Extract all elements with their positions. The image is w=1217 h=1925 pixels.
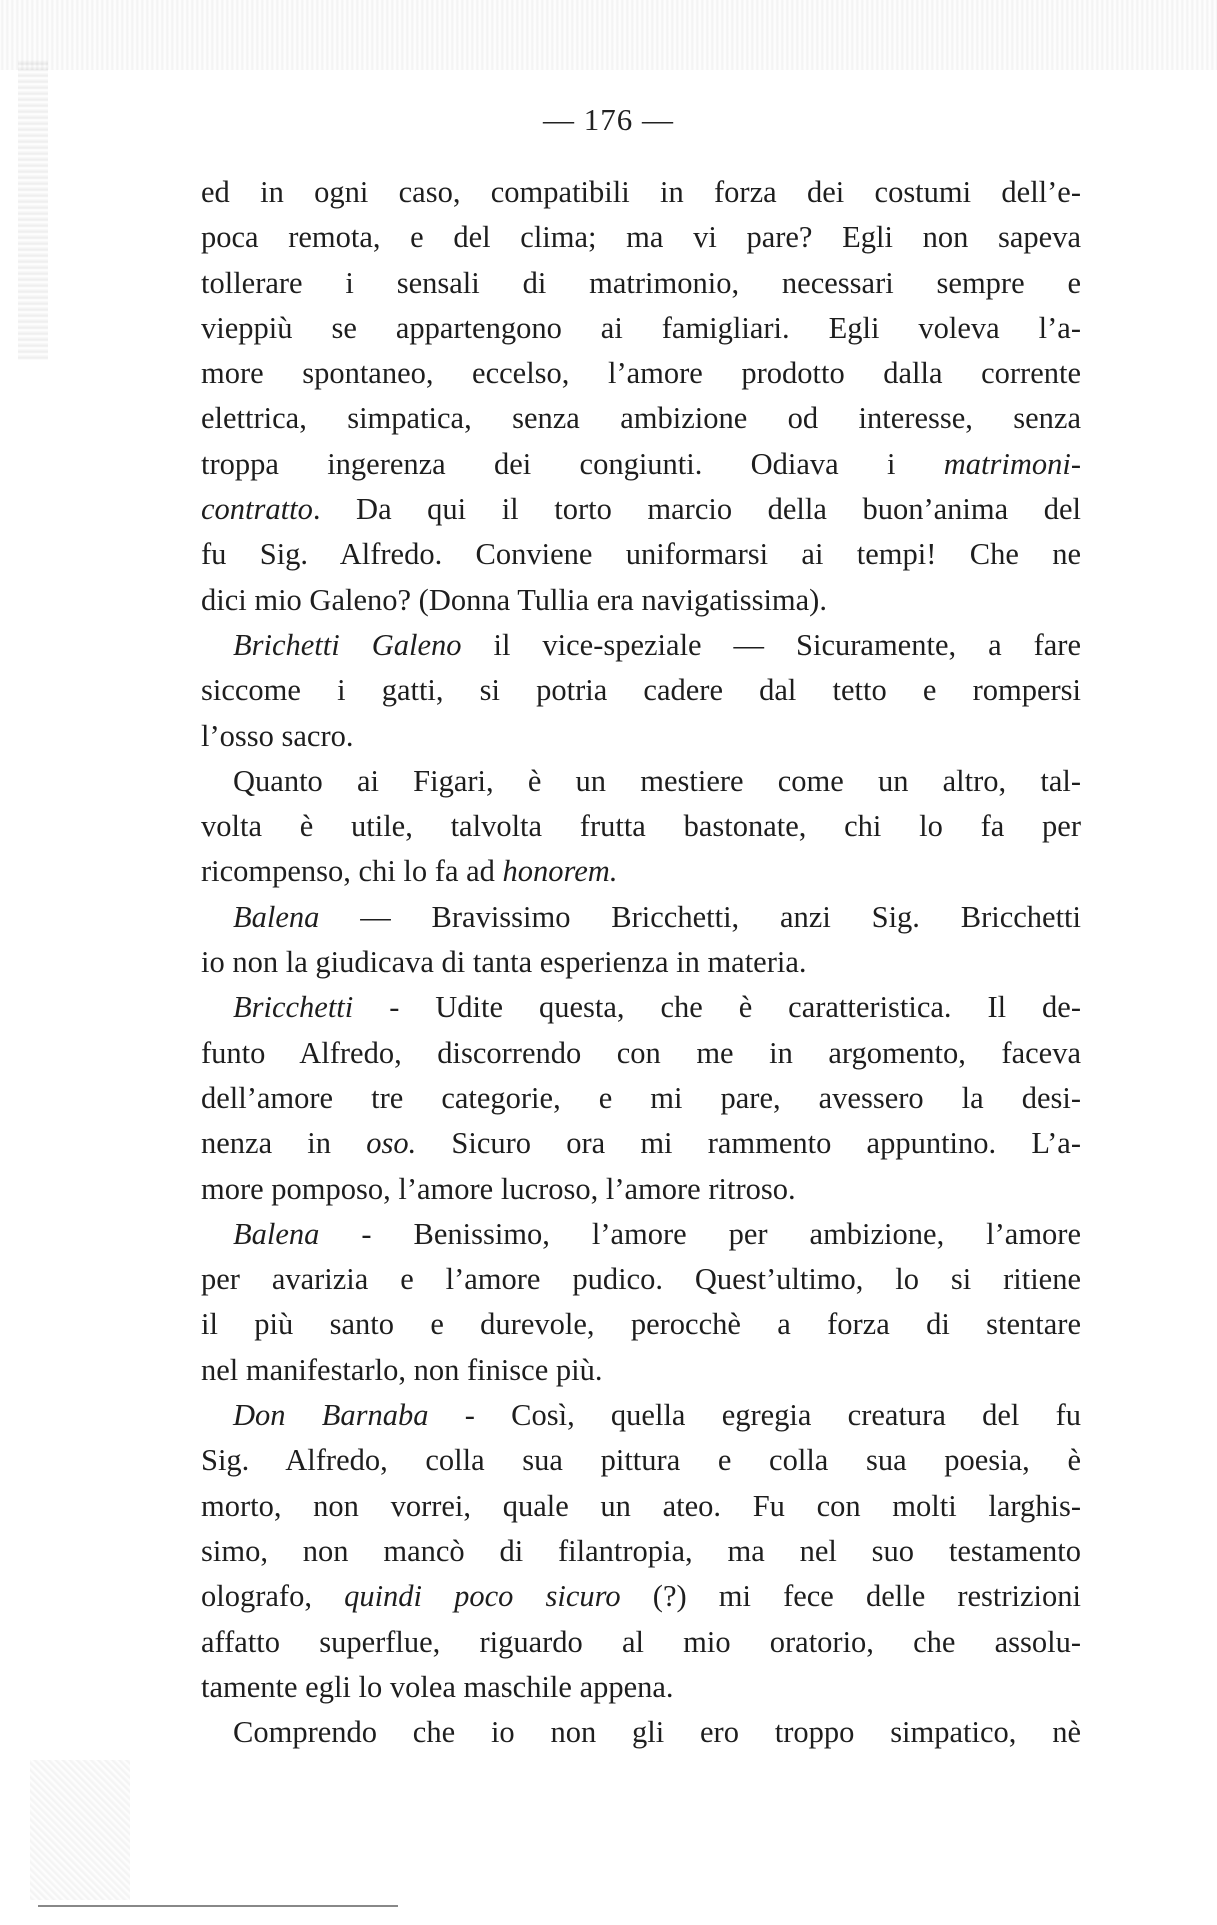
speaker-name: Don Barnaba <box>233 1398 429 1433</box>
text-line: Balena — Bravissimo Bricchetti, anzi Sig. Bricchetti <box>233 899 1081 934</box>
text-line: io non la giudicava di tanta esperienza in materia. <box>201 945 807 980</box>
text-line: Balena - Benissimo, l’amore per ambizione, l’amore <box>233 1216 1081 1251</box>
text-line: dell’amore tre categorie, e mi pare, avessero la desi- <box>201 1080 1081 1115</box>
text-line: il più santo e durevole, perocchè a forza di stentare <box>201 1307 1081 1342</box>
text-line: l’osso sacro. <box>201 718 354 753</box>
text-line: vieppiù se appartengono ai famigliari. Egli voleva l’a- <box>201 310 1081 345</box>
text-line: nel manifestarlo, non finisce più. <box>201 1352 603 1387</box>
text-line: elettrica, simpatica, senza ambizione od interesse, senza <box>201 401 1081 436</box>
italic-term: oso. <box>366 1126 417 1161</box>
page-body-text <box>201 170 1081 1755</box>
text-line: Comprendo che io non gli ero troppo simpatico, nè <box>233 1715 1081 1750</box>
text-line: Quanto ai Figari, è un mestiere come un altro, tal- <box>233 763 1081 798</box>
text-line: poca remota, e del clima; ma vi pare? Egli non sapeva <box>201 220 1081 255</box>
speaker-name: Bricchetti <box>233 990 354 1025</box>
text-line: more pomposo, l’amore lucroso, l’amore ritroso. <box>201 1171 796 1206</box>
text-line: Brichetti Galeno il vice-speziale — Sicuramente, a fare <box>233 627 1081 662</box>
speaker-name: Balena <box>233 899 320 934</box>
text-line: dici mio Galeno? (Donna Tullia era navigatissima). <box>201 582 827 617</box>
text-line: Sig. Alfredo, colla sua pittura e colla sua poesia, è <box>201 1443 1081 1478</box>
text-line: more spontaneo, eccelso, l’amore prodotto dalla corrente <box>201 356 1081 391</box>
text-line: ricompenso, chi lo fa ad honorem. <box>201 854 618 889</box>
bottom-left-scan-noise <box>30 1760 130 1900</box>
text-line: fu Sig. Alfredo. Conviene uniformarsi ai tempi! Che ne <box>201 537 1081 572</box>
italic-term: contratto <box>201 492 313 527</box>
text-line: morto, non vorrei, quale un ateo. Fu con molti larghis- <box>201 1488 1081 1523</box>
speaker-name: Brichetti Galeno <box>233 627 462 662</box>
text-line: tamente egli lo volea maschile appena. <box>201 1669 674 1704</box>
text-line: Bricchetti - Udite questa, che è caratteristica. Il de- <box>233 990 1081 1025</box>
text-line: Don Barnaba - Così, quella egregia creatura del fu <box>233 1398 1081 1433</box>
text-line: simo, non mancò di filantropia, ma nel suo testamento <box>201 1533 1081 1568</box>
bottom-edge-rule <box>38 1905 398 1907</box>
text-line: siccome i gatti, si potria cadere dal tetto e rompersi <box>201 673 1081 708</box>
text-line: contratto. Da qui il torto marcio della buon’anima del <box>201 492 1081 527</box>
text-line: funto Alfredo, discorrendo con me in argomento, faceva <box>201 1035 1081 1070</box>
text-line: ed in ogni caso, compatibili in forza dei costumi dell’e- <box>201 175 1081 209</box>
speaker-name: Balena <box>233 1216 320 1251</box>
text-line: tollerare i sensali di matrimonio, necessari sempre e <box>201 265 1081 300</box>
text-line: per avarizia e l’amore pudico. Quest’ultimo, lo si ritiene <box>201 1262 1081 1297</box>
text-line: troppa ingerenza dei congiunti. Odiava i matrimoni- <box>201 446 1081 481</box>
text-line: affatto superflue, riguardo al mio oratorio, che assolu- <box>201 1624 1081 1659</box>
top-edge-scan-noise <box>0 0 1217 70</box>
page-number: — 176 — <box>543 102 674 137</box>
text-line: olografo, quindi poco sicuro (?) mi fece delle restrizioni <box>201 1579 1081 1614</box>
italic-term: honorem. <box>502 854 618 889</box>
text-line: volta è utile, talvolta frutta bastonate, chi lo fa per <box>201 809 1081 844</box>
italic-term: matrimoni- <box>943 446 1081 481</box>
text-line: nenza in oso. Sicuro ora mi rammento appuntino. L’a- <box>201 1126 1081 1161</box>
italic-term: quindi poco sicuro <box>344 1579 621 1614</box>
